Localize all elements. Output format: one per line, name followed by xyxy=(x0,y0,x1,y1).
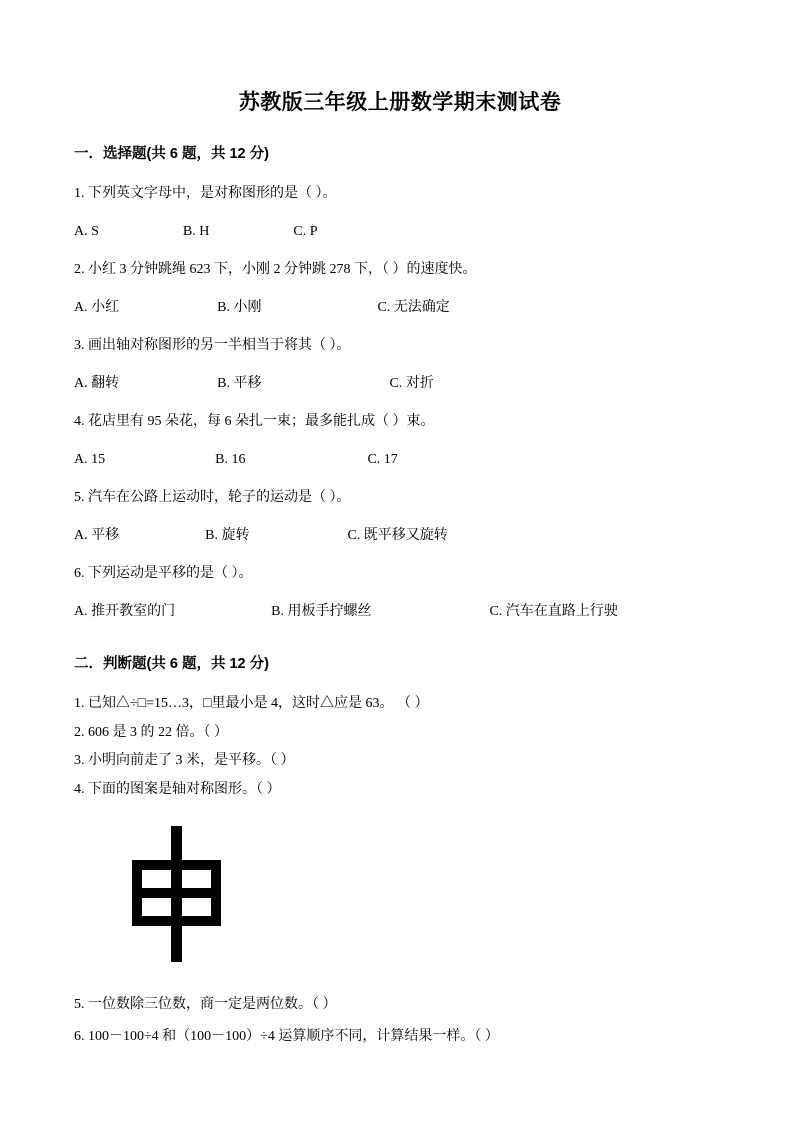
option-5-c[interactable]: C. 既平移又旋转 xyxy=(347,528,448,543)
option-1-c[interactable]: C. P xyxy=(293,224,318,239)
option-3-a[interactable]: A. 翻转 xyxy=(74,376,120,391)
options-4 xyxy=(74,449,726,470)
true-false-items-before-figure xyxy=(74,693,726,802)
question-3: 3. 画出轴对称图形的另一半相当于将其（ ）。 xyxy=(74,338,351,353)
question-4: 4. 花店里有 95 朵花，每 6 朵扎一束；最多能扎成（ ）束。 xyxy=(74,414,435,429)
option-6-a[interactable]: A. 推开教室的门 xyxy=(74,604,176,619)
question-2: 2. 小红 3 分钟跳绳 623 下，小刚 2 分钟跳 278 下，（ ）的速度快。 xyxy=(74,262,477,277)
option-5-a[interactable]: A. 平移 xyxy=(74,528,120,543)
true-false-items-after-figure xyxy=(74,994,726,1049)
tf-item-2: 2. 606 是 3 的 22 倍。（ ） xyxy=(74,724,228,740)
page-title: 苏教版三年级上册数学期末测试卷 xyxy=(238,91,562,114)
tf-item-6: 6. 100－100÷4 和（100－100）÷4 运算顺序不同，计算结果一样。（ ） xyxy=(74,1029,499,1045)
option-2-c[interactable]: C. 无法确定 xyxy=(377,300,450,315)
option-1-a[interactable]: A. S xyxy=(74,224,99,239)
tf-item-3: 3. 小明向前走了 3 米，是平移。（ ） xyxy=(74,753,295,769)
option-6-c[interactable]: C. 汽车在直路上行驶 xyxy=(489,604,618,619)
options-6 xyxy=(74,601,726,622)
option-5-b[interactable]: B. 旋转 xyxy=(205,528,250,543)
option-4-c[interactable]: C. 17 xyxy=(367,452,398,467)
question-6: 6. 下列运动是平移的是（ ）。 xyxy=(74,566,253,581)
option-6-b[interactable]: B. 用板手拧螺丝 xyxy=(271,604,372,619)
option-3-c[interactable]: C. 对折 xyxy=(389,376,434,391)
tf-item-5: 5. 一位数除三位数，商一定是两位数。（ ） xyxy=(74,996,337,1012)
chinese-character-shen-figure xyxy=(112,824,726,964)
section-true-false xyxy=(74,652,726,1049)
options-5 xyxy=(74,525,726,546)
option-3-b[interactable]: B. 平移 xyxy=(217,376,262,391)
tf-item-1: 1. 已知△÷□=15…3，□里最小是 4，这时△应是 63。 （ ） xyxy=(74,696,429,711)
question-5: 5. 汽车在公路上运动时，轮子的运动是（ ）。 xyxy=(74,490,351,505)
options-3 xyxy=(74,373,726,394)
tf-item-4: 4. 下面的图案是轴对称图形。（ ） xyxy=(74,782,281,798)
option-2-a[interactable]: A. 小红 xyxy=(74,300,120,315)
options-2 xyxy=(74,297,726,318)
option-4-b[interactable]: B. 16 xyxy=(215,452,246,467)
shen-character-svg xyxy=(112,824,242,964)
section-heading-choice: 一．选择题(共 6 题，共 12 分) xyxy=(74,146,269,162)
option-1-b[interactable]: B. H xyxy=(182,224,210,239)
option-4-a[interactable]: A. 15 xyxy=(74,452,106,467)
section-heading-true-false: 二．判断题(共 6 题，共 12 分) xyxy=(74,656,269,672)
question-1: 1. 下列英文字母中，是对称图形的是（ ）。 xyxy=(74,186,337,201)
section-choice xyxy=(74,142,726,622)
option-2-b[interactable]: B. 小刚 xyxy=(217,300,262,315)
options-1 xyxy=(74,221,726,242)
